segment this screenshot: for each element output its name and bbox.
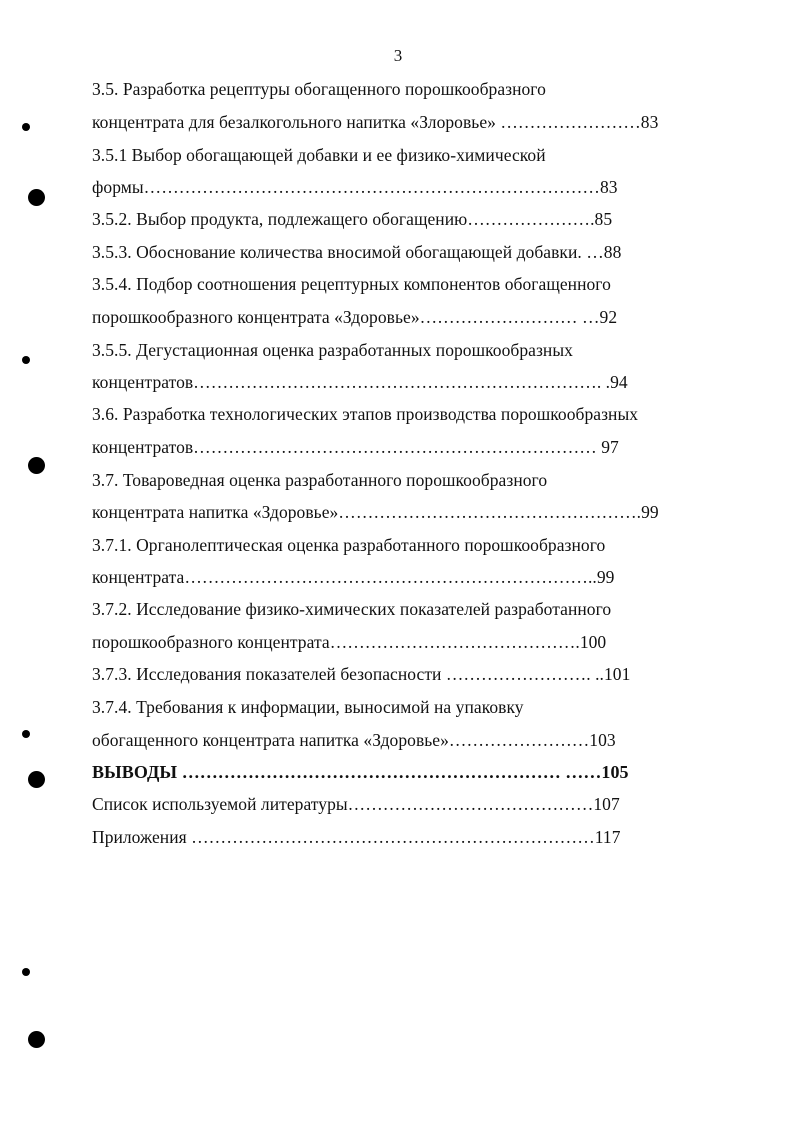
- toc-line-3-7-4-cont: обогащенного концентрата напитка «Здоровье»……………………103: [92, 730, 616, 750]
- toc-line-3-7-cont: концентрата напитка «Здоровье»…………………………………………….99: [92, 502, 659, 522]
- toc-line-3-5-title: 3.5. Разработка рецептуры обогащенного порошкообразного: [92, 79, 546, 99]
- punch-hole-mark: [22, 730, 30, 738]
- page-number: 3: [393, 46, 403, 65]
- toc-line-conclusions: ВЫВОДЫ ……………………………………………………… ……105: [92, 762, 629, 782]
- toc-line-3-6-title: 3.6. Разработка технологических этапов производства порошкообразных: [92, 404, 639, 424]
- toc-line-3-5-1-title: 3.5.1 Выбор обогащающей добавки и ее физико-химической: [92, 145, 546, 165]
- toc-line-3-5-1-cont: формы……………………………………………………………………83: [92, 177, 618, 197]
- toc-line-3-7-3: 3.7.3. Исследования показателей безопасности ……………………. ..101: [92, 664, 631, 684]
- toc-line-3-7-1-title: 3.7.1. Органолептическая оценка разработанного порошкообразного: [92, 535, 606, 555]
- toc-line-3-5-5-cont: концентратов……………………………………………………………. .94: [92, 372, 628, 392]
- punch-hole-mark: [22, 968, 30, 976]
- toc-line-3-5-4-title: 3.5.4. Подбор соотношения рецептурных компонентов обогащенного: [92, 274, 611, 294]
- toc-line-references: Список используемой литературы……………………………………107: [92, 794, 620, 814]
- punch-hole-mark: [28, 457, 45, 474]
- punch-hole-mark: [28, 189, 45, 206]
- toc-line-3-7-2-title: 3.7.2. Исследование физико-химических показателей разработанного: [92, 599, 612, 619]
- toc-line-3-7-4-title: 3.7.4. Требования к информации, выносимой на упаковку: [92, 697, 524, 717]
- toc-line-3-7-2-cont: порошкообразного концентрата…………………………………….100: [92, 632, 607, 652]
- punch-hole-mark: [22, 356, 30, 364]
- toc-line-3-7-title: 3.7. Товароведная оценка разработанного порошкообразного: [92, 470, 548, 490]
- punch-hole-mark: [22, 123, 30, 131]
- punch-hole-mark: [28, 1031, 45, 1048]
- punch-hole-mark: [28, 771, 45, 788]
- toc-line-3-5-2: 3.5.2. Выбор продукта, подлежащего обогащению………………….85: [92, 209, 613, 229]
- toc-line-3-5-5-title: 3.5.5. Дегустационная оценка разработанных порошкообразных: [92, 340, 573, 360]
- toc-line-3-7-1-cont: концентрата……………………………………………………………..99: [92, 567, 615, 587]
- toc-line-3-6-cont: концентратов…………………………………………………………… 97: [92, 437, 619, 457]
- toc-line-3-5-cont: концентрата для безалкогольного напитка «Злоровье» ……………………83: [92, 112, 659, 132]
- toc-line-3-5-3: 3.5.3. Обоснование количества вносимой обогащающей добавки. …88: [92, 242, 622, 262]
- toc-line-3-5-4-cont: порошкообразного концентрата «Здоровье»……………………… …92: [92, 307, 618, 327]
- toc-line-appendices: Приложения ……………………………………………………………117: [92, 827, 621, 847]
